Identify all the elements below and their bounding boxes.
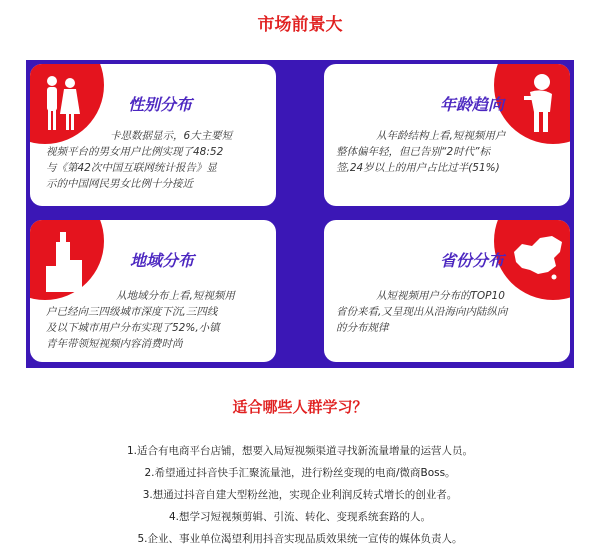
people-icon — [40, 74, 84, 134]
audience-item: 4.想学习短视频剪辑、引流、转化、变现系统套路的人。 — [168, 511, 432, 523]
building-icon — [42, 230, 86, 294]
gender-distribution-card — [30, 64, 276, 206]
person-icon — [520, 72, 560, 134]
audience-item: 1.适合有电商平台店铺，想要入局短视频渠道寻找新流量增量的运营人员。 — [126, 445, 474, 457]
card-body: 卡思数据显示，6大主要短 视频平台的男女用户比例实现了48:52 与《第42次中国互联网统计报告》显 示的中国网民男女比例十分接近 — [46, 130, 233, 190]
card-heading: 性别分布 — [128, 95, 193, 114]
audience-title: 适合哪些人群学习？ — [232, 398, 368, 416]
card-body: 从地域分布上看,短视频用 户已经向三四级城市深度下沉,三四线 及以下城市用户分布实现了52%,小镇 青年带领短视频内容消费时尚 — [46, 290, 235, 350]
province-distribution-card — [324, 220, 570, 362]
market-panel — [26, 60, 574, 368]
china-map-icon — [510, 232, 568, 280]
card-heading: 年龄趋向 — [440, 95, 505, 114]
card-heading: 地域分布 — [130, 251, 195, 270]
audience-item: 2.希望通过抖音快手汇聚流量池，进行粉丝变现的电商/微商Boss。 — [144, 467, 456, 479]
page-title: 市场前景大 — [257, 15, 343, 35]
age-trend-card — [324, 64, 570, 206]
region-distribution-card — [30, 220, 276, 362]
card-body: 从年龄结构上看,短视频用户 整体偏年轻，但已告别“2时代”标 签,24岁以上的用户占比过半(51%) — [336, 130, 506, 174]
audience-item: 3.想通过抖音自建大型粉丝池，实现企业利润反转式增长的创业者。 — [142, 489, 458, 501]
card-body: 从短视频用户分布的TOP10 省份来看,又呈现出从沿海向内陆纵向 的分布规律 — [336, 290, 508, 334]
audience-item: 5.企业、事业单位渴望利用抖音实现品质效果统一宣传的媒体负责人。 — [137, 533, 463, 545]
card-heading: 省份分布 — [440, 251, 505, 270]
